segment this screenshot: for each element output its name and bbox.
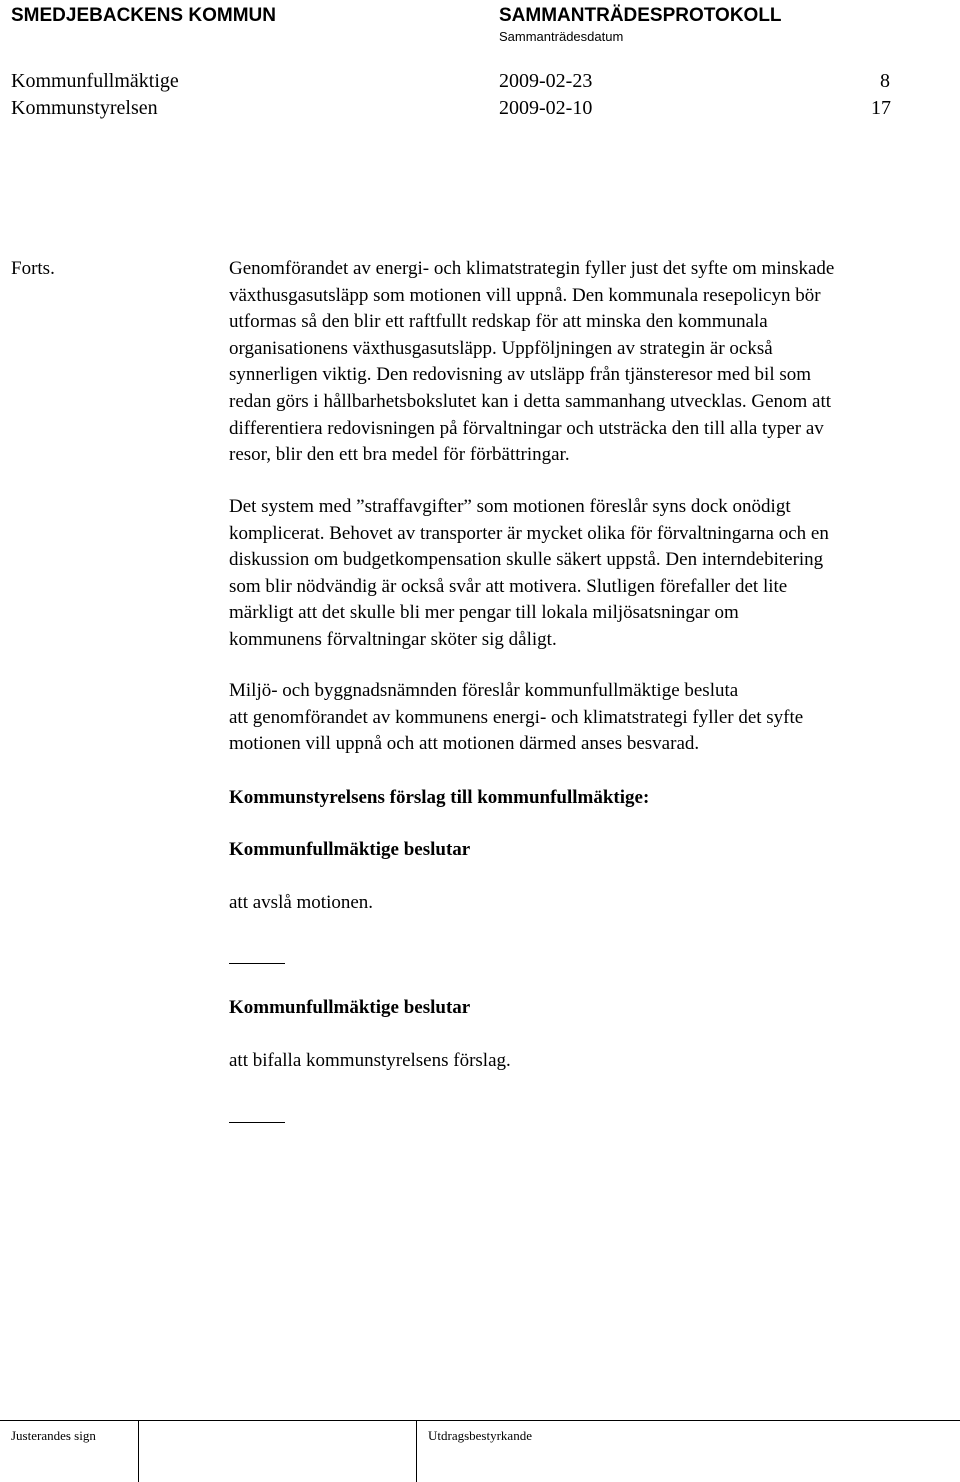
text-line: resor, blir den ett bra medel för förbättringar.	[229, 444, 570, 466]
decision-text-1: att avslå motionen.	[229, 892, 374, 913]
document-type: SAMMANTRÄDESPROTOKOLL	[499, 5, 782, 26]
text-line: växthusgasutsläpp som motionen vill uppnå. Den kommunala resepolicyn bör	[229, 284, 821, 306]
page-number-1: 8	[880, 70, 890, 92]
text-line: synnerligen viktig. Den redovisning av utsläpp från tjänsteresor med bil som	[229, 364, 812, 386]
signature-label: Justerandes sign	[11, 1428, 96, 1443]
text-line: att genomförandet av kommunens energi- och klimatstrategi fyller det syfte	[229, 706, 804, 728]
text-line: organisationens växthusgasutsläpp. Uppföljningen av strategin är också	[229, 337, 773, 359]
paragraph-fee-system	[229, 494, 959, 654]
kf-decision-heading-1: Kommunfullmäktige beslutar	[229, 839, 471, 860]
meeting-date-label: Sammanträdesdatum	[499, 29, 624, 44]
text-line: märkligt att det skulle bli mer pengar till lokala miljösatsningar om	[229, 602, 739, 624]
meeting-date-1: 2009-02-23	[499, 70, 593, 92]
ks-proposal-heading: Kommunstyrelsens förslag till kommunfullmäktige:	[229, 787, 650, 808]
text-line: Miljö- och byggnadsnämnden föreslår kommunfullmäktige besluta	[229, 680, 739, 701]
text-line: Det system med ”straffavgifter” som motionen föreslår syns dock onödigt	[229, 496, 791, 517]
paragraph-committee-proposal	[229, 678, 959, 758]
text-line: Genomförandet av energi- och klimatstrategin fyller just det syfte om minskade	[229, 258, 835, 279]
text-line: diskussion om budgetkompensation skulle säkert uppstå. Den interndebitering	[229, 549, 824, 571]
footer-top-rule	[0, 1420, 960, 1421]
text-line: motionen vill uppnå och att motionen därmed anses besvarad.	[229, 733, 700, 755]
certification-label: Utdragsbestyrkande	[428, 1428, 532, 1443]
text-line: redan görs i hållbarhetsbokslutet kan i detta sammanhang utvecklas. Genom att	[229, 390, 832, 412]
organization-name: SMEDJEBACKENS KOMMUN	[11, 5, 276, 26]
text-line: differentiera redovisningen på förvaltningar och utsträcka den till alla typer av	[229, 417, 824, 439]
text-line: kommunens förvaltningar sköter sig dåligt.	[229, 628, 557, 650]
paragraph-strategy	[229, 256, 959, 469]
text-line: som blir nödvändig är också svår att motivera. Slutligen förefaller det lite	[229, 575, 788, 597]
meeting-body-1: Kommunfullmäktige	[11, 70, 179, 92]
text-line: komplicerat. Behovet av transporter är mycket olika för förvaltningarna och en	[229, 522, 829, 544]
separator-line	[229, 1122, 285, 1123]
meeting-date-2: 2009-02-10	[499, 97, 593, 119]
continued-label: Forts.	[11, 258, 55, 279]
text-line: utformas så den blir ett raftfullt redskap för att minska den kommunala	[229, 311, 768, 333]
footer-divider	[416, 1420, 417, 1482]
page-number-2: 17	[871, 97, 891, 119]
footer-divider	[138, 1420, 139, 1482]
meeting-body-2: Kommunstyrelsen	[11, 97, 158, 119]
decision-text-2: att bifalla kommunstyrelsens förslag.	[229, 1050, 511, 1071]
kf-decision-heading-2: Kommunfullmäktige beslutar	[229, 997, 471, 1018]
separator-line	[229, 963, 285, 964]
